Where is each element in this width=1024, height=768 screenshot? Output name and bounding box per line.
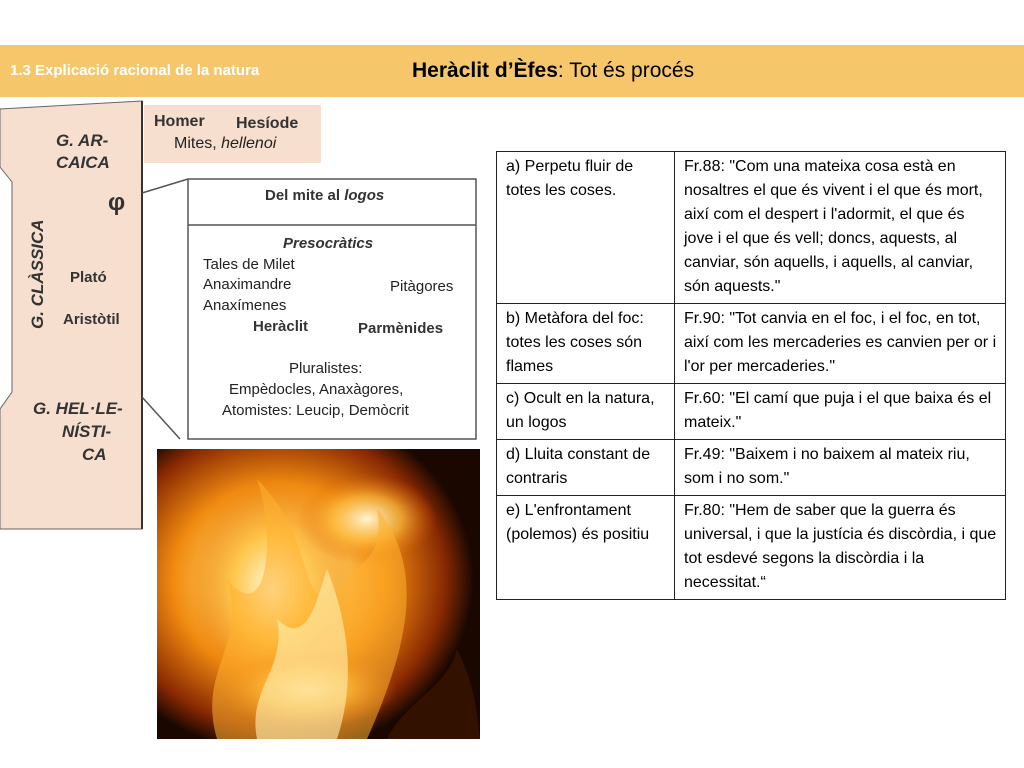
table-row [497,304,1006,384]
era-hellenistic-2: NÍSTI- [62,422,112,441]
table-row [497,440,1006,496]
era-hellenistic-3: CA [82,445,107,464]
fire-photo [157,449,480,739]
plato-label: Plató [70,269,107,286]
fragments-table [496,151,1006,600]
pythagoras-label: Pitàgores [390,278,454,295]
header-band [0,45,1024,97]
pluralists-line3: Atomistes: Leucip, Demòcrit [222,402,409,419]
fragment-cell: Fr.88: "Com una mateixa cosa està en nosaltres el que és vivent i el que és mort, així com el despert i l'adormit, el que és jove i el que és vell; doncs, aquests, al canviar, són aquells, i aquells, al canviar, són aquests." [675,152,1006,304]
pluralists-line2: Empèdocles, Anaxàgores, [229,381,404,398]
era-hellenistic-1: G. HEL·LE- [33,399,123,418]
era-classic: G. CLÀSSICA [28,219,47,329]
connector-bottom [142,397,180,439]
theme-cell: d) Lluita constant de contraris [497,440,675,496]
fragment-cell: Fr.60: "El camí que puja i el que baixa és el mateix." [675,384,1006,440]
parmenides-label: Parmènides [358,320,444,337]
myth-to-logos-italic: logos [344,187,385,204]
myth-to-logos [265,187,384,204]
era-archaic-2: CAICA [56,153,110,172]
theme-cell: e) L'enfrontament (polemos) és positiu [497,496,675,600]
anaximenes-label: Anaxímenes [203,297,287,314]
pluralists-label: Pluralistes: [289,360,363,377]
theme-cell: a) Perpetu fluir de totes les coses. [497,152,675,304]
aristotle-label: Aristòtil [63,311,120,328]
table-row [497,384,1006,440]
homer-label: Homer [154,113,205,130]
fragment-cell: Fr.80: "Hem de saber que la guerra és universal, i que la justícia és discòrdia, i que tot esdevé segons la discòrdia i la necessitat.“ [675,496,1006,600]
hesiod-label: Hesíode [236,115,299,132]
slide-title [412,59,694,83]
presocratics-heading: Presocràtics [283,235,374,252]
thales-label: Tales de Milet [203,256,295,273]
myths-prefix: Mites, [174,135,222,152]
fragment-cell: Fr.90: "Tot canvia en el foc, i el foc, en tot, així com les mercaderies es canvien per or i l'or per mercaderies." [675,304,1006,384]
table-row [497,152,1006,304]
section-label: 1.3 Explicació racional de la natura [10,62,260,79]
anaximander-label: Anaximandre [203,276,292,293]
phi-symbol: φ [108,189,126,216]
title-rest: : Tot és procés [557,59,695,82]
heraclitus-label: Heràclit [253,318,309,335]
fragment-cell: Fr.49: "Baixem i no baixem al mateix riu, som i no som." [675,440,1006,496]
myths-italic: hellenoi [221,135,277,152]
table-row [497,496,1006,600]
fire-image [157,449,480,739]
title-name: Heràclit d’Èfes [412,59,558,82]
fragments-table-body [497,152,1006,600]
myth-to-logos-prefix: Del mite al [265,187,345,204]
theme-cell: b) Metàfora del foc: totes les coses són flames [497,304,675,384]
connector-top [142,179,188,193]
era-archaic-1: G. AR- [56,131,109,150]
theme-cell: c) Ocult en la natura, un logos [497,384,675,440]
myths-label [174,135,276,153]
